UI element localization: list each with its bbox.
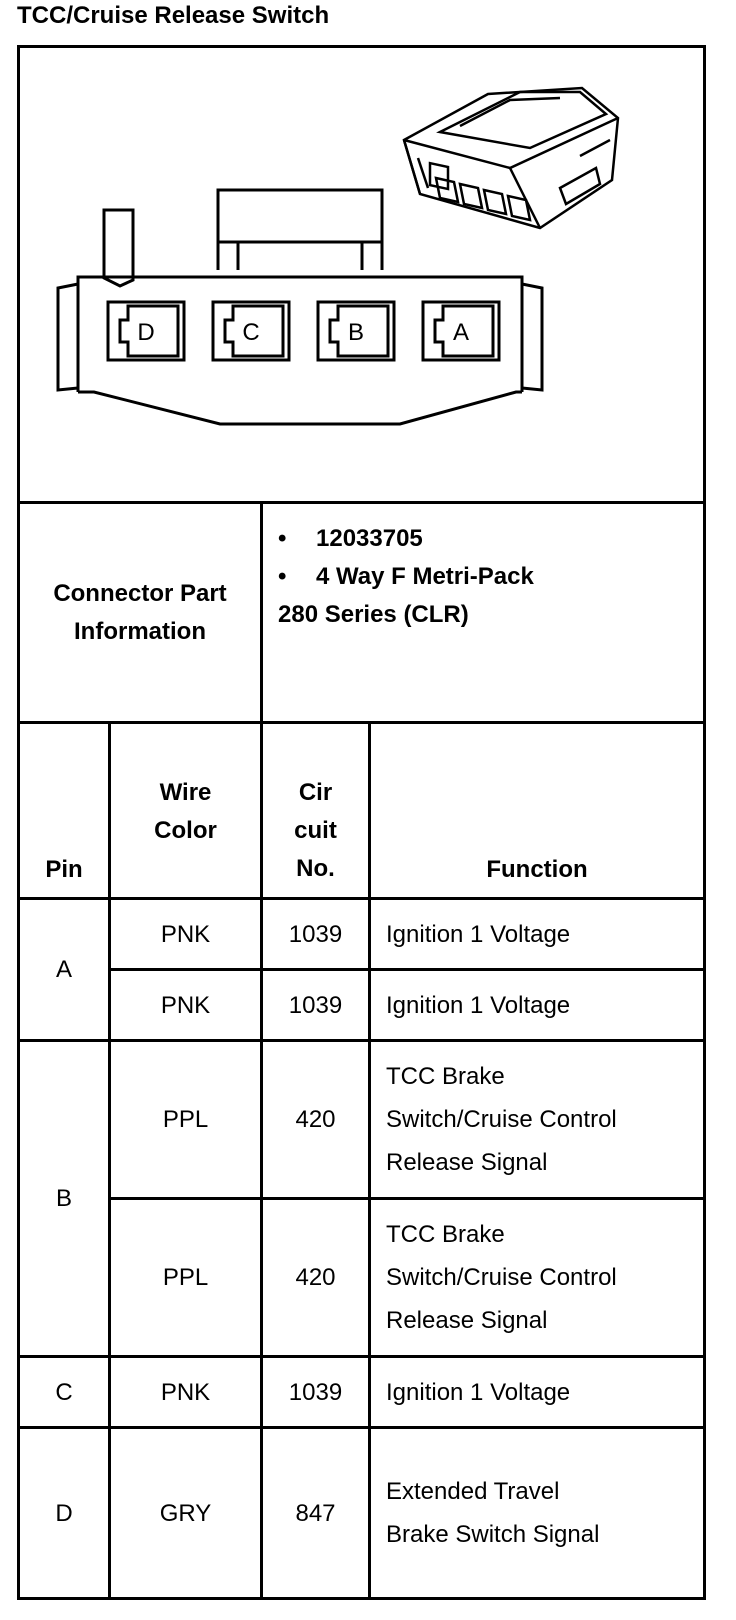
circuit-number: 420 (295, 1106, 336, 1133)
pin-a: A (55, 956, 72, 983)
function-text: Extended Travel (386, 1478, 560, 1505)
header-color-text: Color (154, 817, 217, 844)
circuit-cell (263, 1429, 368, 1597)
function-cell (371, 900, 703, 968)
wire-color: PNK (160, 920, 211, 948)
function-text: Ignition 1 Voltage (386, 1378, 571, 1406)
wire-color: PNK (160, 1378, 211, 1406)
function-text: Ignition 1 Voltage (386, 991, 571, 1019)
info-bullet-2: • 4 Way F Metri-Pack (278, 563, 534, 590)
function-text: TCC Brake (386, 1221, 505, 1248)
circuit-number: 1039 (288, 1378, 343, 1406)
function-cell (371, 1042, 703, 1197)
circuit-cell (263, 1358, 368, 1426)
circuit-number: 1039 (288, 920, 343, 948)
connector-series: 280 Series (CLR) (278, 601, 469, 628)
connector-face-drawing (20, 48, 703, 501)
function-text: Ignition 1 Voltage (386, 920, 571, 948)
circuit-cell (263, 971, 368, 1039)
wire-color-cell (111, 1429, 260, 1597)
function-cell (371, 1358, 703, 1426)
connector-diagram (20, 48, 703, 504)
header-wire-color (111, 724, 260, 897)
wire-color-cell (111, 900, 260, 968)
pin-cell-d (20, 1429, 108, 1597)
connector-info-values (263, 504, 703, 721)
info-bullet-1: • 12033705 (278, 525, 423, 552)
circuit-cell (263, 900, 368, 968)
wire-color-cell (111, 1358, 260, 1426)
wire-color-cell (111, 1042, 260, 1197)
function-cell (371, 971, 703, 1039)
page-title: TCC/Cruise Release Switch (17, 2, 330, 29)
circuit-number: 420 (295, 1264, 336, 1291)
header-cir-text: Cir (298, 779, 333, 806)
header-circuit-no (263, 724, 368, 897)
function-text: TCC Brake (386, 1063, 505, 1090)
header-function (371, 724, 703, 897)
connector-info-label (20, 504, 263, 721)
part-number: 12033705 (316, 525, 423, 552)
pin-b: B (55, 1185, 72, 1212)
function-text: Release Signal (386, 1149, 548, 1176)
function-cell (371, 1429, 703, 1597)
cavity-label-d: D (137, 319, 155, 346)
circuit-cell (263, 1042, 368, 1197)
connector-info-label-text: Connector Part Information (53, 579, 227, 645)
wire-color-cell (111, 971, 260, 1039)
cavity-group (108, 302, 499, 360)
header-pin-text: Pin (45, 856, 83, 883)
wire-color: PPL (162, 1106, 209, 1133)
function-cell (371, 1200, 703, 1355)
circuit-cell (263, 1200, 368, 1355)
wire-color-cell (111, 1200, 260, 1355)
cavity-label-a: A (452, 319, 470, 346)
wire-color: PNK (160, 991, 211, 1019)
connector-table (17, 45, 706, 1600)
header-pin (20, 724, 108, 897)
pin-d: D (55, 1499, 73, 1527)
function-text: Switch/Cruise Control (386, 1106, 617, 1133)
header-cuit-text: cuit (294, 817, 337, 844)
header-function-text: Function (486, 856, 588, 883)
function-text: Brake Switch Signal (386, 1521, 600, 1548)
circuit-number: 1039 (288, 991, 343, 1019)
pin-cell-c (20, 1358, 108, 1426)
function-text: Release Signal (386, 1307, 548, 1334)
function-text: Switch/Cruise Control (386, 1264, 617, 1291)
wire-color: GRY (159, 1499, 212, 1527)
pin-c: C (55, 1378, 73, 1406)
header-wire-text: Wire (159, 779, 212, 806)
pin-cell-a (20, 900, 108, 1039)
circuit-number: 847 (295, 1499, 336, 1527)
cavity-label-b: B (347, 319, 365, 346)
header-no-text: No. (296, 855, 335, 882)
connector-isometric-view (404, 88, 618, 228)
cavity-label-c: C (242, 319, 260, 346)
pin-cell-b (20, 1042, 108, 1355)
connector-type: 4 Way F Metri-Pack (316, 563, 534, 590)
wire-color: PPL (162, 1264, 209, 1291)
